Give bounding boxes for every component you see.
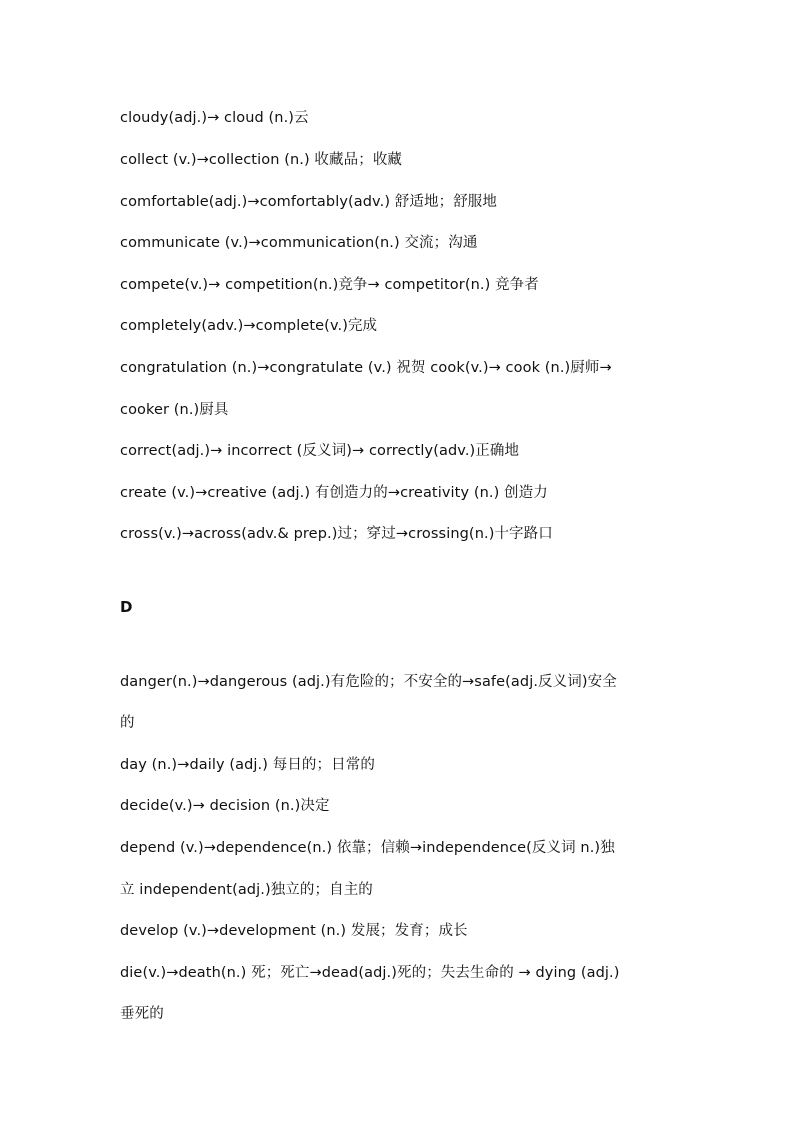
entry-congratulation: congratulation (n.)→congratulate (v.) 祝贺 cook(v.)→ cook (n.)厨师→ bbox=[120, 360, 612, 376]
section-heading-d: D bbox=[120, 598, 133, 616]
entry-depend-cont: 立 independent(adj.)独立的；自主的 bbox=[120, 882, 373, 898]
entry-die: die(v.)→death(n.) 死；死亡→dead(adj.)死的；失去生命的 → dying (adj.) bbox=[120, 965, 620, 981]
entry-danger-cont: 的 bbox=[120, 715, 135, 731]
entry-day: day (n.)→daily (adj.) 每日的；日常的 bbox=[120, 757, 375, 773]
entry-cross: cross(v.)→across(adv.& prep.)过；穿过→crossing(n.)十字路口 bbox=[120, 526, 553, 542]
entry-danger: danger(n.)→dangerous (adj.)有危险的；不安全的→safe(adj.反义词)安全 bbox=[120, 674, 617, 690]
entry-decide: decide(v.)→ decision (n.)决定 bbox=[120, 798, 330, 814]
entry-comfortable: comfortable(adj.)→comfortably(adv.) 舒适地；舒服地 bbox=[120, 194, 497, 210]
entry-die-cont: 垂死的 bbox=[120, 1006, 164, 1022]
entry-cooker: cooker (n.)厨具 bbox=[120, 402, 229, 418]
entry-compete: compete(v.)→ competition(n.)竞争→ competitor(n.) 竞争者 bbox=[120, 277, 539, 293]
entry-create: create (v.)→creative (adj.) 有创造力的→creativity (n.) 创造力 bbox=[120, 485, 548, 501]
entry-develop: develop (v.)→development (n.) 发展；发育；成长 bbox=[120, 923, 468, 939]
entry-communicate: communicate (v.)→communication(n.) 交流；沟通 bbox=[120, 235, 478, 251]
entry-completely: completely(adv.)→complete(v.)完成 bbox=[120, 318, 378, 334]
entry-correct: correct(adj.)→ incorrect (反义词)→ correctly(adv.)正确地 bbox=[120, 443, 520, 459]
entry-cloudy: cloudy(adj.)→ cloud (n.)云 bbox=[120, 110, 309, 126]
entry-depend: depend (v.)→dependence(n.) 依靠；信赖→independence(反义词 n.)独 bbox=[120, 840, 615, 856]
entry-collect: collect (v.)→collection (n.) 收藏品；收藏 bbox=[120, 152, 403, 168]
